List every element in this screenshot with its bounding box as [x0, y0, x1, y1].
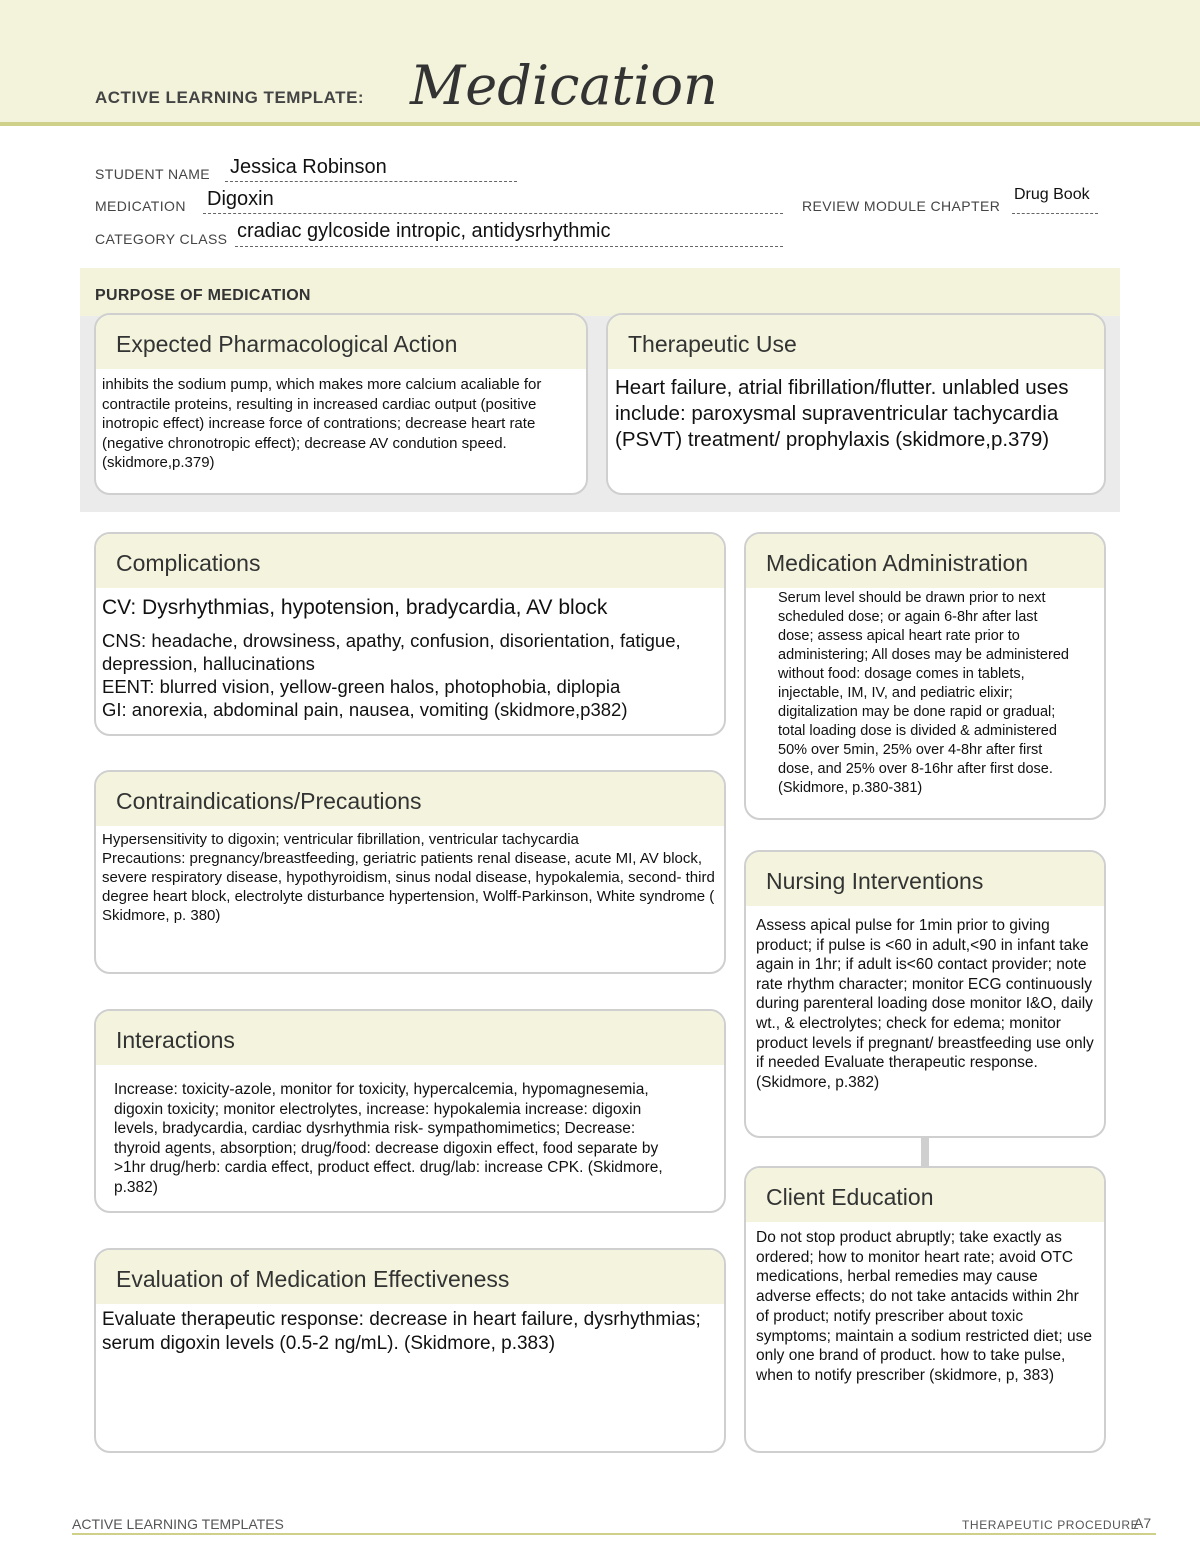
purpose-title: PURPOSE OF MEDICATION	[95, 287, 311, 304]
template-title: Medication	[410, 54, 718, 117]
footer-divider	[72, 1533, 1156, 1535]
category-class-label: CATEGORY CLASS	[95, 231, 228, 247]
contraindications-text: Hypersensitivity to digoxin; ventricular fibrillation, ventricular tachycardia	[102, 831, 579, 848]
student-name-label: STUDENT NAME	[95, 166, 210, 182]
medication-administration-heading: Medication Administration	[746, 534, 1104, 588]
expected-action-card	[94, 313, 588, 495]
header-divider	[0, 122, 1200, 126]
expected-action-text: inhibits the sodium pump, which makes more calcium acaliable for contractile proteins, resulting in increased cardiac output (positive inotropic effect) increase force of contrations; decrease heart rate (negative chronotropic effect); decrease AV condution speed. (skidmore,p.379)	[102, 376, 542, 471]
precautions-text: Precautions: pregnancy/breastfeeding, geriatric patients renal disease, acute MI, AV block, severe respiratory disease, hypothyroidism, sinus nodal disease, hypokalemia, second- third degree heart block, electrolyte disturbance hypertension, Wolff-Parkinson, White syndrome ( Skidmore, p. 380)	[102, 850, 715, 924]
nursing-interventions-text: Assess apical pulse for 1min prior to giving product; if pulse is <60 in adult,<90 in infant take again in 1hr; if adult is<60 contact provider; note rate rhythm character; monitor ECG continuously during parenteral loading dose monitor I&O, daily wt., & electrolytes; check for edema; monitor product levels if pregnant/ breastfeeding use only if needed Evaluate therapeutic response. (Skidmore, p.382)	[756, 917, 1094, 1091]
template-label: ACTIVE LEARNING TEMPLATE:	[95, 88, 365, 107]
evaluation-card	[94, 1248, 726, 1453]
client-education-card	[744, 1166, 1106, 1453]
footer-right-label: THERAPEUTIC PROCEDURE	[962, 1518, 1140, 1532]
footer-left-label: ACTIVE LEARNING TEMPLATES	[72, 1516, 284, 1532]
interactions-card	[94, 1009, 726, 1213]
contraindications-heading: Contraindications/Precautions	[96, 772, 724, 826]
review-module-value: Drug Book	[1014, 186, 1090, 203]
client-education-heading: Client Education	[746, 1168, 1104, 1222]
nursing-interventions-heading: Nursing Interventions	[746, 852, 1104, 906]
medication-administration-card	[744, 532, 1106, 820]
complications-card	[94, 532, 726, 736]
nursing-interventions-card	[744, 850, 1106, 1138]
section-connector	[921, 1137, 929, 1167]
page-number: A7	[1134, 1515, 1152, 1531]
review-module-label: REVIEW MODULE CHAPTER	[802, 198, 1001, 214]
expected-action-heading: Expected Pharmacological Action	[96, 315, 586, 369]
medication-field[interactable]	[203, 192, 783, 214]
evaluation-text: Evaluate therapeutic response: decrease in heart failure, dysrhythmias; serum digoxin levels (0.5-2 ng/mL). (Skidmore, p.383)	[102, 1309, 701, 1354]
therapeutic-use-card	[606, 313, 1106, 495]
complications-eent: EENT: blurred vision, yellow-green halos, photophobia, diplopia	[102, 676, 621, 697]
medication-label: MEDICATION	[95, 198, 186, 214]
complications-heading: Complications	[96, 534, 724, 588]
therapeutic-use-text: Heart failure, atrial fibrillation/flutter. unlabled uses include: paroxysmal supraventricular tachycardia (PSVT) treatment/ prophylaxis (skidmore,p.379)	[615, 376, 1069, 451]
medication-administration-text: Serum level should be drawn prior to next scheduled dose; or again 6-8hr after last dose; assess apical heart rate prior to administering; All doses may be administered without food: dosage comes in tablets, injectable, IM, IV, and pediatric elixir; digitalization may be done rapid or gradual; total loading dose is divided & administered 50% over 5min, 25% over 4-8hr after first dose, and 25% over 8-16hr after first dose. (Skidmore, p.380-381)	[778, 590, 1069, 796]
interactions-heading: Interactions	[96, 1011, 724, 1065]
student-name-value: Jessica Robinson	[230, 156, 387, 178]
contraindications-card	[94, 770, 726, 974]
complications-gi: GI: anorexia, abdominal pain, nausea, vomiting (skidmore,p382)	[102, 699, 628, 720]
medication-value: Digoxin	[207, 188, 274, 210]
evaluation-heading: Evaluation of Medication Effectiveness	[96, 1250, 724, 1304]
complications-cns: CNS: headache, drowsiness, apathy, confusion, disorientation, fatigue, depression, hallucinations	[102, 630, 681, 674]
interactions-text: Increase: toxicity-azole, monitor for toxicity, hypercalcemia, hypomagnesemia, digoxin toxicity; monitor electrolytes, increase: hypokalemia increase: digoxin levels, bradycardia, cardiac dysrhythmia risk- sympathomimetics; Decrease: thyroid agents, absorption; drug/food: decrease digoxin effect, food separate by >1hr drug/herb: cardia effect, product effect. drug/lab: increase CPK. (Skidmore, p.382)	[114, 1081, 663, 1196]
therapeutic-use-heading: Therapeutic Use	[608, 315, 1104, 369]
complications-cv: CV: Dysrhythmias, hypotension, bradycardia, AV block	[102, 596, 608, 619]
client-education-text: Do not stop product abruptly; take exactly as ordered; how to monitor heart rate; avoid OTC medications, herbal remedies may cause adverse effects; do not take antacids within 2hr of product; notify prescriber about toxic symptoms; maintain a sodium restricted diet; use only one brand of product. how to take pulse, when to notify prescriber (skidmore, p, 383)	[756, 1229, 1092, 1384]
category-class-value: cradiac gylcoside intropic, antidysrhythmic	[237, 220, 611, 242]
